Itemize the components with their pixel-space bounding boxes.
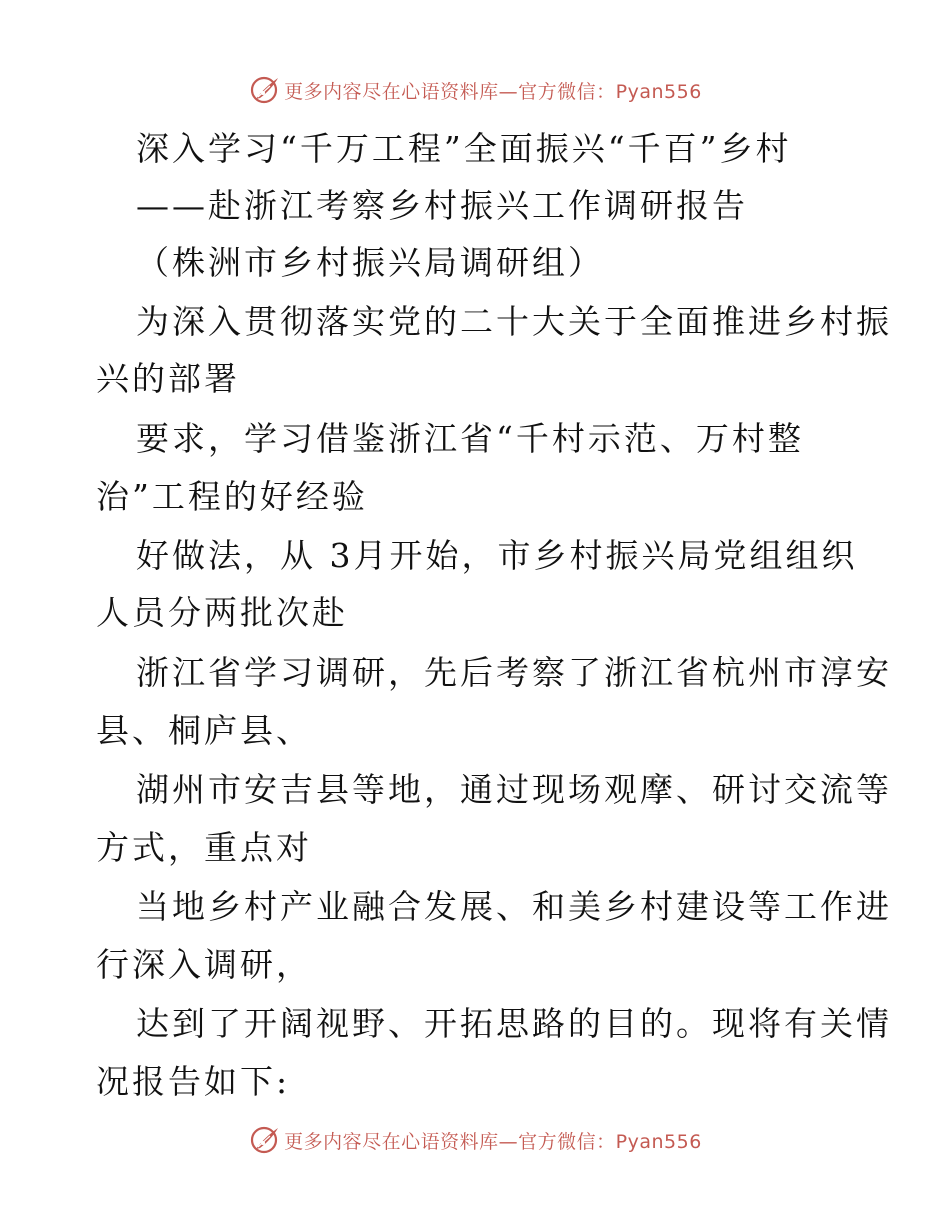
paragraph-line: 兴的部署 [96,359,240,398]
paragraph-line: 达到了开阔视野、开拓思路的目的。现将有关情 [136,1004,892,1043]
paragraph-line: 好做法，从 3月开始，市乡村振兴局党组组织 [136,536,858,575]
paragraph-line: 况报告如下: [96,1062,291,1101]
feather-pen-logo-icon [248,1123,282,1157]
paragraph-line: 县、桐庐县、 [96,711,312,750]
footer-watermark [248,1118,702,1162]
paragraph-line: 方式，重点对 [96,828,312,867]
watermark-separator: — [498,1130,519,1153]
paragraph-line: 当地乡村产业融合发展、和美乡村建设等工作进 [136,887,892,926]
title-line-1: 深入学习“千万工程”全面振兴“千百”乡村 [136,129,792,168]
author-line: （株洲市乡村振兴局调研组） [136,243,604,282]
watermark-main-text: 更多内容尽在心语资料库 [284,80,499,103]
feather-pen-logo-icon [248,73,282,107]
paragraph-line: 人员分两批次赴 [96,593,348,632]
watermark-contact-text: 官方微信：Pyan556 [518,1130,702,1153]
watermark-contact-text: 官方微信：Pyan556 [518,80,702,103]
paragraph-line: 浙江省学习调研，先后考察了浙江省杭州市淳安 [136,653,892,692]
watermark-text [284,77,702,104]
paragraph-line: 为深入贯彻落实党的二十大关于全面推进乡村振 [136,302,892,341]
watermark-text [284,1127,702,1154]
title-line-2: ——赴浙江考察乡村振兴工作调研报告 [136,186,748,225]
watermark-main-text: 更多内容尽在心语资料库 [284,1130,499,1153]
paragraph-line: 要求，学习借鉴浙江省“千村示范、万村整 [136,419,804,458]
footer-watermark-banner [0,1118,950,1162]
paragraph-line: 行深入调研， [96,945,312,984]
paragraph-line: 治”工程的好经验 [96,477,368,516]
watermark-separator: — [498,80,519,103]
header-watermark [248,68,702,112]
paragraph-line: 湖州市安吉县等地，通过现场观摩、研讨交流等 [136,770,892,809]
header-watermark-banner [0,68,950,112]
